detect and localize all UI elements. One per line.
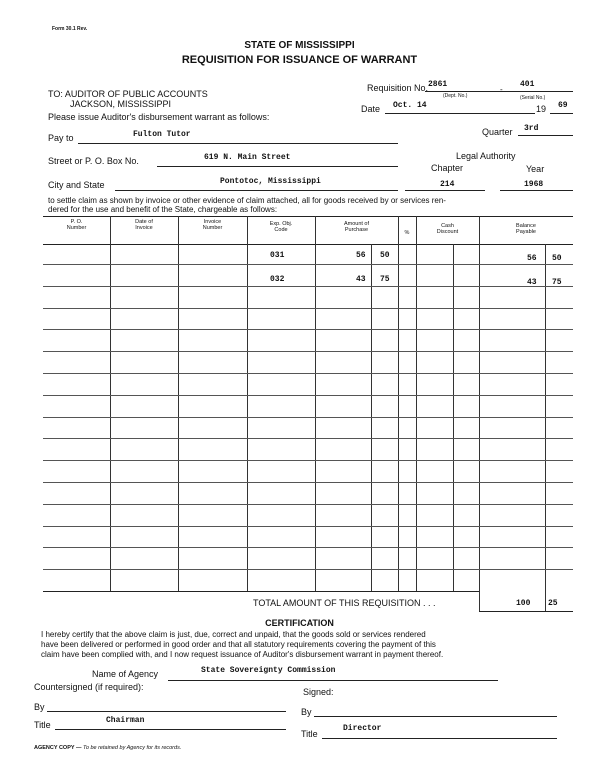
- cell-amount-dollars: 43: [356, 275, 366, 284]
- year-suffix: 69: [558, 101, 568, 110]
- table-row-rule: [43, 351, 573, 352]
- col-header-balance: Balance Payable: [516, 223, 536, 235]
- cell-code: 032: [270, 275, 285, 284]
- title-label-left: Title: [34, 720, 51, 730]
- year-value: 1968: [524, 180, 544, 189]
- col-header-po: P. O. Number: [66, 219, 87, 231]
- year-prefix: 19: [536, 104, 547, 114]
- col-header-pct: %: [404, 230, 410, 236]
- table-row-rule: [43, 417, 573, 418]
- col-header-date: Date of Invoice: [135, 219, 153, 231]
- table-row-rule: [43, 547, 573, 548]
- total-cents: 25: [548, 599, 558, 608]
- cell-balance-dollars: 43: [527, 278, 537, 287]
- pay-to-value: Fulton Tutor: [133, 130, 191, 139]
- cell-balance-dollars: 56: [527, 254, 537, 263]
- settle-text-2: dered for the use and benefit of the State, chargeable as follows:: [48, 205, 278, 214]
- date-label: Date: [361, 104, 381, 114]
- serial-caption: (Serial No.): [520, 95, 546, 101]
- dept-caption: (Dept. No.): [443, 93, 468, 99]
- certification-title: CERTIFICATION: [265, 618, 334, 628]
- certification-line-2: have been delivered or performed in good order and that all statutory requirements covering the payment of this: [41, 640, 436, 649]
- to-line-1: TO: AUDITOR OF PUBLIC ACCOUNTS: [48, 89, 208, 99]
- chapter-value: 214: [440, 180, 455, 189]
- settle-text-1: to settle claim as shown by invoice or other evidence of claim attached, all for goods received by or services ren-: [48, 196, 446, 205]
- total-label: TOTAL AMOUNT OF THIS REQUISITION . . .: [253, 598, 436, 608]
- table-row-rule: [43, 308, 573, 309]
- table-row-rule: [43, 569, 573, 570]
- certification-line-3: claim have been complied with, and I now request issuance of Auditor's disbursement warrant in payment thereof.: [41, 650, 444, 659]
- table-row-rule: [43, 526, 573, 527]
- table-row-rule: [43, 460, 573, 461]
- city-label: City and State: [48, 180, 105, 190]
- state-heading: STATE OF MISSISSIPPI: [244, 40, 355, 51]
- agency-copy-note: AGENCY COPY — To be retained by Agency for its records.: [34, 745, 182, 751]
- cell-balance-cents: 75: [552, 278, 562, 287]
- pay-to-label: Pay to: [48, 133, 74, 143]
- page-title: REQUISITION FOR ISSUANCE OF WARRANT: [181, 54, 418, 66]
- table-row-rule: [43, 286, 573, 287]
- year-label: Year: [526, 164, 545, 174]
- title-label-right: Title: [301, 729, 318, 739]
- quarter-value: 3rd: [524, 124, 539, 133]
- by-label-right: By: [301, 707, 312, 717]
- table-row-rule: [43, 482, 573, 483]
- cell-code: 031: [270, 251, 285, 260]
- street-label: Street or P. O. Box No.: [48, 156, 139, 166]
- countersigned-label: Countersigned (if required):: [34, 682, 144, 692]
- agency-value: State Sovereignty Commission: [201, 666, 336, 675]
- serial-no-value: 401: [520, 80, 535, 89]
- col-header-cash: Cash Discount: [436, 223, 459, 235]
- date-value: Oct. 14: [393, 101, 427, 110]
- legal-authority-title: Legal Authority: [456, 151, 516, 161]
- instruction-text: Please issue Auditor's disbursement warrant as follows:: [48, 112, 270, 122]
- right-title-value: Director: [343, 724, 382, 733]
- total-dollars: 100: [516, 599, 531, 608]
- table-row-rule: [43, 264, 573, 265]
- cell-amount-cents: 75: [380, 275, 390, 284]
- left-title-value: Chairman: [106, 716, 145, 725]
- to-line-2: JACKSON, MISSISSIPPI: [70, 99, 172, 109]
- table-row-rule: [43, 395, 573, 396]
- cell-amount-cents: 50: [380, 251, 390, 260]
- table-row-rule: [43, 373, 573, 374]
- col-header-invoice: Invoice Number: [202, 219, 223, 231]
- street-value: 619 N. Main Street: [204, 153, 291, 162]
- agency-label: Name of Agency: [92, 669, 159, 679]
- city-value: Pontotoc, Mississippi: [220, 177, 321, 186]
- dept-no-value: 2861: [428, 80, 448, 89]
- cell-balance-cents: 50: [552, 254, 562, 263]
- cell-amount-dollars: 56: [356, 251, 366, 260]
- requisition-label: Requisition No.: [367, 83, 429, 93]
- chapter-label: Chapter: [431, 163, 464, 173]
- signed-label: Signed:: [303, 687, 334, 697]
- form-id: Form 30.1 Rev.: [52, 26, 88, 32]
- certification-line-1: I hereby certify that the above claim is just, due, correct and unpaid, that the goods sold or services rendered: [41, 630, 426, 639]
- table-row-rule: [43, 504, 573, 505]
- col-header-expobj: Exp. Obj. Code: [269, 221, 293, 233]
- table-row-rule: [43, 438, 573, 439]
- by-label-left: By: [34, 702, 45, 712]
- col-header-amount: Amount of Purchase: [343, 221, 370, 233]
- table-row-rule: [43, 329, 573, 330]
- quarter-label: Quarter: [482, 127, 513, 137]
